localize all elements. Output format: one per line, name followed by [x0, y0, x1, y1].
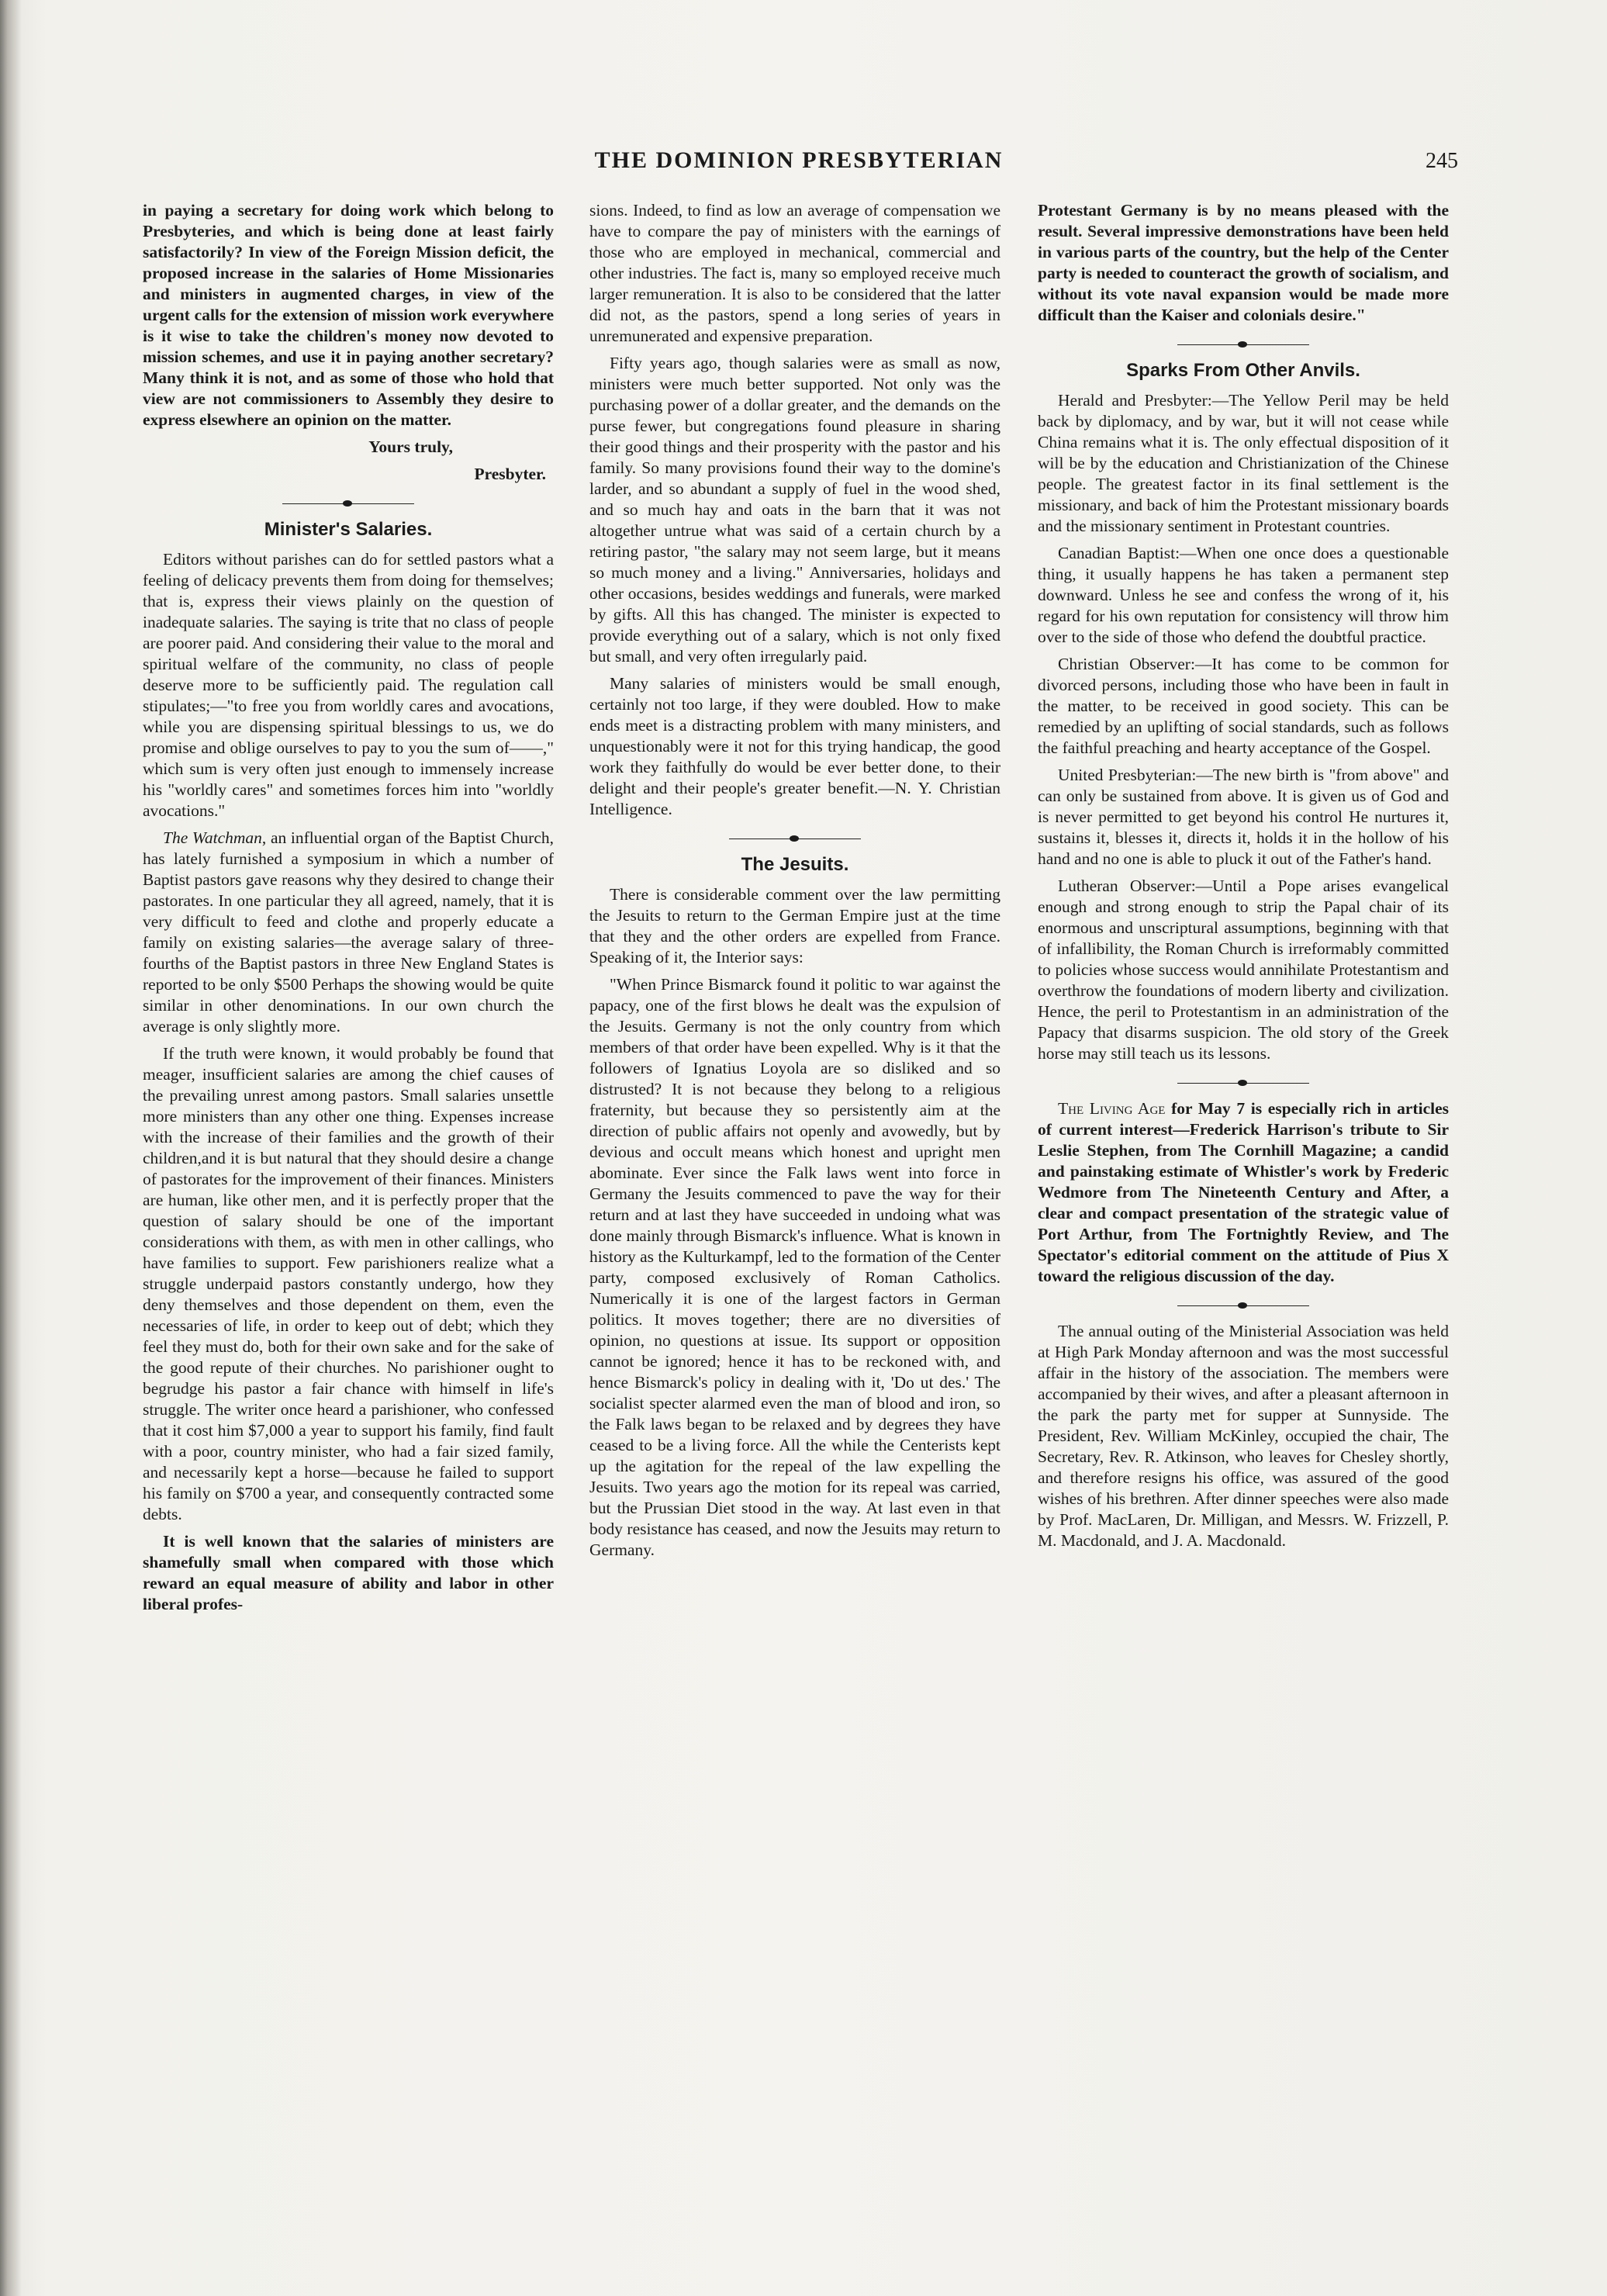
section-divider [282, 499, 414, 508]
section-divider [729, 834, 861, 843]
running-head: THE DOMINION PRESBYTERIAN [594, 147, 1004, 173]
section-divider [1177, 340, 1309, 349]
salaries-continued-1: sions. Indeed, to find as low an average of compensation we have to compare the pay of ministers with the earnings of those who are employed in mechanical, commercial and other industries. The fact is, many so employed receive much larger remuneration. It is also to be considered that the latter did not, as the pastors, spend a long series of years in unremunerated and expensive preparation. [589, 201, 1000, 345]
salaries-paragraph-2 [143, 828, 554, 1037]
salaries-paragraph-1: Editors without parishes can do for settled pastors what a feeling of delicacy prevents them from doing for themselves; that is, express their views plainly on the question of inadequate salaries. The saying is trite that no class of people are poorer paid. And considering their value to the moral and spiritual welfare of the community, no class of people deserve more to be sufficiently paid. The regulation call stipulates;—"to free you from worldly cares and avocations, while you are dispensing spiritual blessings to us, we do promise and oblige ourselves to pay to you the sum of——," which sum is very often just enough to immensely increase his "worldly cares" and sometimes forces him into "worldly avocations." [143, 550, 554, 820]
column-3 [1038, 200, 1449, 1558]
section-divider [1177, 1078, 1309, 1087]
jesuits-paragraph-2: "When Prince Bismarck found it politic to war against the papacy, one of the first blows he dealt was the expulsion of the Jesuits. Germany is not the only country from which members of that order have been expelled. Why is it that the followers of Ignatius Loyola are so disliked and so distrusted? It is not because they belong to a religious fraternity, but because they so persistently aim at the direction of public affairs not openly and avowedly, but by devious and occult means which honest and upright men abominate. Ever since the Falk laws went into force in Germany the Jesuits commenced to pave the way for their return and at last they have succeeded in undoing what was done mainly through Bismarck's influence. What is known in history as the Kulturkampf, led to the formation of the Center party, composed exclusively of Roman Catholics. Numerically it is one of the largest factors in German politics. It moves together; there are no diversities of opinion, no questions at issue. Its support or opposition cannot be ignored; hence it has to be reckoned with, and hence Bismarck's policy in dealing with it, 'Do ut des.' The socialist specter alarmed even the man of blood and iron, so the Falk laws began to be relaxed and by degrees they have ceased to be a living force. All the while the Centerists kept up the agitation for the repeal of the law expelling the Jesuits. Two years ago the motion for its repeal was carried, but the Prussian Diet stood in the way. At last even in that body resistance has ceased, and now the Jesuits may return to Germany. [589, 975, 1000, 1559]
salaries-paragraph-4: It is well known that the salaries of ministers are shamefully small when compared with those which reward an equal measure of ability and labor in other liberal profes- [143, 1532, 554, 1613]
sparks-lutheran-observer: Lutheran Observer:—Until a Pope arises evangelical enough and strong enough to strip the Papal chair of its enormous and unscriptural assumptions, beginning with that of infallibility, the Roman Church is irreformably committed to policies whose success would annihilate Protestantism and overthrow the foundations of modern liberty and civilization. Hence, the peril to Protestantism in an administration of the Papacy that disarms suspicion. The old story of the Greek horse may still teach us its lessons. [1038, 877, 1449, 1063]
salaries-paragraph-2-text: , an influential organ of the Baptist Church, has lately furnished a symposium in which a number of Baptist pastors gave reasons why they desired to change their pastorates. In one particular they all agreed, namely, that it is very difficult to feed and clothe and properly educate a family on existing salaries—the average salary of three-fourths of the Baptist pastors in three New England States is reported to be only $500 Perhaps the showing would be quite similar in other denominations. In our own church the average is only slightly more. [143, 828, 554, 1036]
sparks-canadian-baptist: Canadian Baptist:—When one once does a questionable thing, it usually happens he has taken a permanent step downward. Unless he see and confess the wrong of it, his regard for his own reputation for consistency will throw him over to the side of those who defend the doubtful practice. [1038, 544, 1449, 646]
letter-signature: Presbyter. [474, 465, 546, 483]
column-2 [589, 200, 1000, 1567]
sparks-united-presbyterian: United Presbyterian:—The new birth is "from above" and can only be sustained from above. It is given us of God and is never permitted to get beyond his control He nurtures it, sustains it, blesses it, directs it, holds it in the hollow of his hand and no one is able to pluck it out of the Father's hand. [1038, 766, 1449, 868]
heading-ministers-salaries: Minister's Salaries. [264, 519, 433, 540]
jesuits-paragraph-1: There is considerable comment over the law permitting the Jesuits to return to the German Empire just at the time that they and the other orders are expelled from France. Speaking of it, the Interior says: [589, 885, 1000, 966]
letter-closing: Yours truly, [368, 437, 453, 456]
letter-conclusion: in paying a secretary for doing work which belong to Presbyteries, and which is being done at least fairly satisfactorily? In view of the Foreign Mission deficit, the proposed increase in the salaries of Home Missionaries and ministers in augmented charges, in view of the urgent calls for the extension of mission work everywhere is it wise to take the children's money now devoted to mission schemes, and use it in paying another secretary? Many think it is not, and as some of those who hold that view are not commissioners to Assembly they desire to express elsewhere an opinion on the matter. [143, 201, 554, 429]
salaries-continued-3: Many salaries of ministers would be small enough, certainly not too large, if they were doubled. How to make ends meet is a distracting problem with many ministers, and unquestionably were it not for this trying handicap, the good work they faithfully do would be ever better done, to their delight and their people's greater benefit.—N. Y. Christian Intelligence. [589, 674, 1000, 818]
sparks-herald-presbyter: Herald and Presbyter:—The Yellow Peril may be held back by diplomacy, and by war, but it will not cease while China remains what it is. The only effectual disposition of it will be by the education and Christianization of the Chinese people. The greatest factor in its final settlement is the missionary, and back of him the Protestant missionary boards and the missionary sentiment in Protestant countries. [1038, 391, 1449, 535]
section-divider [1177, 1301, 1309, 1310]
heading-the-jesuits: The Jesuits. [741, 854, 849, 875]
living-age-paragraph [1038, 1098, 1449, 1287]
page-number: 245 [1426, 149, 1458, 173]
ministerial-outing-paragraph: The annual outing of the Ministerial Association was held at High Park Monday afternoon and was the most successful affair in the history of the association. The members were accompanied by their wives, and after a pleasant afternoon in the park the party met for supper at Sunnyside. The President, Rev. William McKinley, occupied the chair, The Secretary, Rev. R. Atkinson, who leaves for Chesley shortly, and therefore resigns his office, was assured of the good wishes of his brethren. After dinner speeches were also made by Prof. MacLaren, Dr. Milligan, and Messrs. W. Frizzell, P. M. Macdonald, and J. A. Macdonald. [1038, 1322, 1449, 1550]
sparks-christian-observer: Christian Observer:—It has come to be common for divorced persons, including those who have been in fault in the matter, to be received in good society. This can be remedied by an uplifting of social standards, such as follows the faithful preaching and hearty acceptance of the Gospel. [1038, 655, 1449, 757]
column-1 [143, 200, 554, 1621]
heading-sparks-from-other-anvils: Sparks From Other Anvils. [1126, 360, 1360, 381]
page-header [140, 147, 1458, 194]
salaries-continued-2: Fifty years ago, though salaries were as small as now, ministers were much better supported. Not only was the purchasing power of a dollar greater, and the demands on the purse fewer, but congregations found pleasure in sharing their good things and their prosperity with the pastor and his family. So many provisions found their way to the domine's larder, and so abundant a supply of fuel in the wood shed, and so much hay and oats in the barn that it was not altogether untrue what was said of a certain church by a retiring pastor, "the salary may not seem large, but it means so much money and a living." Anniversaries, holidays and other occasions, besides weddings and funerals, were marked by gifts. All this has changed. The minister is expected to provide everything out of a salary, which is not only fixed but small, and very often irregularly paid. [589, 354, 1000, 666]
living-age-text: for May 7 is especially rich in articles of current interest—Frederick Harrison's tribute to Sir Leslie Stephen, from The Cornhill Magazine; a candid and painstaking estimate of Whistler's work by Frederic Wedmore from The Nineteenth Century and After, a clear and compact presentation of the strategic value of Port Arthur, from The Fortnightly Review, and The Spectator's editorial comment on the attitude of Pius X toward the religious discussion of the day. [1038, 1099, 1449, 1285]
salaries-paragraph-3: If the truth were known, it would probably be found that meager, insufficient salaries are among the chief causes of the prevailing unrest among pastors. Small salaries unsettle more ministers than any other one thing. Expenses increase with the increase of their families and the growth of their children,and it is but natural that they should desire a change of pastorates for the improvement of their finances. Ministers are human, like other men, and it is perfectly proper that the question of salary should be one of the important considerations with them, as with men in other callings, who have families to support. Few parishioners realize what a struggle underpaid pastors constantly undergo, how they deny themselves and those dependent on them, even the necessaries of life, in order to keep out of debt; which they feel they must do, both for their own sake and for the sake of the good repute of their churches. No parishioner ought to begrudge his pastor a fair chance with himself in life's struggle. The writer once heard a parishioner, who confessed that it cost him $7,000 a year to support his family, find fault with a poor, country minister, who had a fair sized family, and necessarily kept a horse—because he failed to support his family on $700 a year, and consequently contracted some debts. [143, 1044, 554, 1523]
binding-shadow [0, 0, 22, 2296]
publication-title-living-age: The Living Age [1058, 1099, 1166, 1118]
jesuits-continued: Protestant Germany is by no means pleased with the result. Several impressive demonstrations have been held in various parts of the country, but the help of the Center party is needed to counteract the growth of socialism, and without its vote naval expansion would be made more difficult than the Kaiser and colonials desire." [1038, 201, 1449, 324]
publication-title-watchman: The Watchman [163, 828, 262, 847]
